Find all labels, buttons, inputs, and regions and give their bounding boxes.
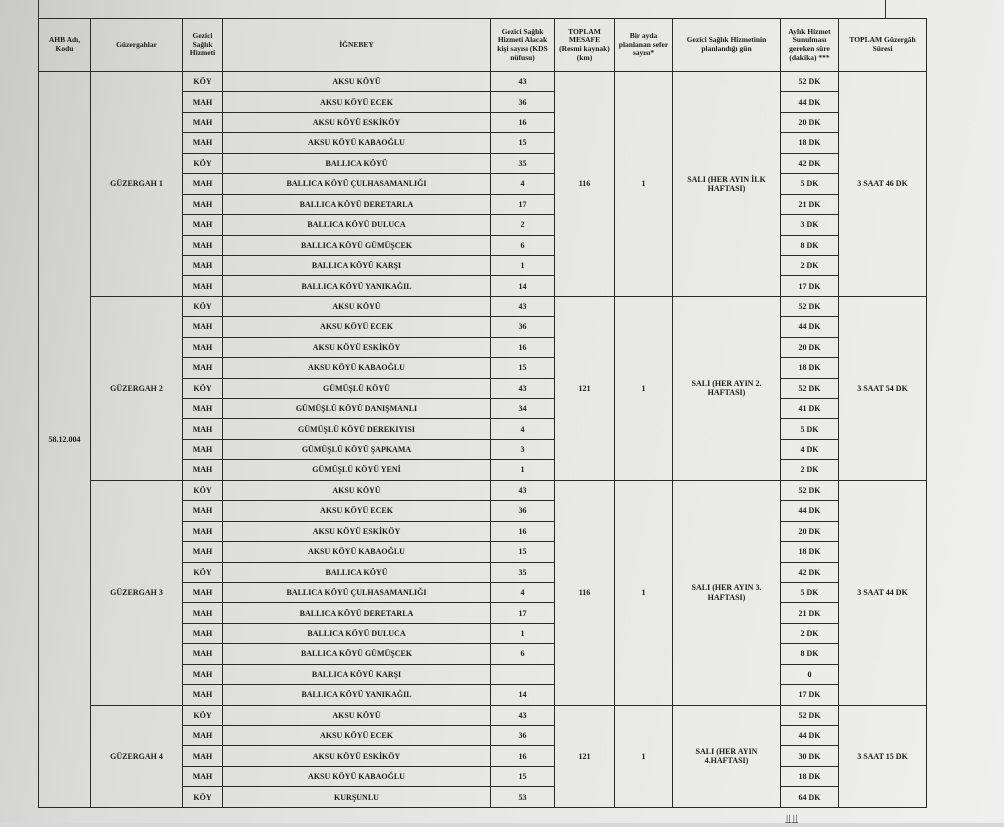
service-type-cell: MAH (183, 337, 223, 357)
service-type-cell: MAH (183, 133, 223, 153)
monthly-time-cell: 18 DK (781, 358, 839, 378)
monthly-time-cell: 44 DK (781, 92, 839, 112)
service-type-cell: MAH (183, 235, 223, 255)
population-cell: 15 (491, 766, 555, 786)
service-type-cell: MAH (183, 255, 223, 275)
header-row (39, 19, 927, 72)
monthly-time-cell: 21 DK (781, 194, 839, 214)
service-type-cell: MAH (183, 419, 223, 439)
header-trips: Bir ayda planlanan sefer sayısı* (615, 19, 673, 72)
population-cell: 3 (491, 439, 555, 459)
monthly-time-cell: 5 DK (781, 582, 839, 602)
population-cell: 35 (491, 153, 555, 173)
village-name-cell: KURŞUNLU (223, 787, 491, 808)
service-type-cell: MAH (183, 644, 223, 664)
population-cell: 15 (491, 542, 555, 562)
monthly-time-cell: 20 DK (781, 337, 839, 357)
service-type-cell: KÖY (183, 705, 223, 725)
previous-table-edge (0, 0, 1004, 10)
header-day: Gezici Sağlık Hizmetinin planlandığı gün (673, 19, 781, 72)
population-cell: 6 (491, 644, 555, 664)
monthly-time-cell: 30 DK (781, 746, 839, 766)
monthly-time-cell: 52 DK (781, 378, 839, 398)
monthly-time-cell: 18 DK (781, 133, 839, 153)
monthly-time-cell: 3 DK (781, 215, 839, 235)
service-type-cell: MAH (183, 582, 223, 602)
population-cell: 43 (491, 480, 555, 500)
village-name-cell: AKSU KÖYÜ KABAOĞLU (223, 766, 491, 786)
village-name-cell: AKSU KÖYÜ ESKİKÖY (223, 112, 491, 132)
monthly-time-cell: 4 DK (781, 439, 839, 459)
population-cell: 43 (491, 72, 555, 92)
route-total-time-cell: 3 SAAT 54 DK (839, 296, 927, 480)
monthly-time-cell: 5 DK (781, 419, 839, 439)
service-type-cell: MAH (183, 501, 223, 521)
monthly-time-cell: 44 DK (781, 501, 839, 521)
village-name-cell: BALLICA KÖYÜ GÜMÜŞCEK (223, 644, 491, 664)
population-cell: 14 (491, 276, 555, 296)
header-service: Gezici Sağlık Hizmeti (183, 19, 223, 72)
header-population: Gezici Sağlık Hizmeti Alacak kişi sayısı (KDS nüfusu) (491, 19, 555, 72)
monthly-time-cell: 8 DK (781, 644, 839, 664)
table-row (39, 72, 927, 92)
monthly-time-cell: 18 DK (781, 542, 839, 562)
village-name-cell: BALLICA KÖYÜ ÇULHASAMANLIĞI (223, 582, 491, 602)
village-name-cell: BALLICA KÖYÜ GÜMÜŞCEK (223, 235, 491, 255)
village-name-cell: BALLICA KÖYÜ ÇULHASAMANLIĞI (223, 174, 491, 194)
monthly-time-cell: 17 DK (781, 685, 839, 705)
route-name-cell: GÜZERGAH 1 (91, 72, 183, 297)
village-name-cell: AKSU KÖYÜ KABAOĞLU (223, 133, 491, 153)
population-cell: 1 (491, 255, 555, 275)
population-cell: 34 (491, 399, 555, 419)
population-cell: 4 (491, 419, 555, 439)
population-cell: 6 (491, 235, 555, 255)
service-type-cell: MAH (183, 726, 223, 746)
distance-cell: 121 (555, 296, 615, 480)
monthly-time-cell: 52 DK (781, 72, 839, 92)
header-monthly-time: Aylık Hizmet Sunulması gereken süre (dakika) *** (781, 19, 839, 72)
service-type-cell: MAH (183, 664, 223, 684)
service-type-cell: KÖY (183, 153, 223, 173)
village-name-cell: GÜMÜŞLÜ KÖYÜ (223, 378, 491, 398)
header-total-time: TOPLAM Güzergâh Süresi (839, 19, 927, 72)
service-type-cell: MAH (183, 317, 223, 337)
population-cell: 15 (491, 133, 555, 153)
village-name-cell: BALLICA KÖYÜ (223, 153, 491, 173)
monthly-time-cell: 2 DK (781, 255, 839, 275)
monthly-time-cell: 2 DK (781, 460, 839, 480)
population-cell: 43 (491, 296, 555, 316)
population-cell: 43 (491, 705, 555, 725)
village-name-cell: BALLICA KÖYÜ DULUCA (223, 623, 491, 643)
service-type-cell: MAH (183, 92, 223, 112)
ahb-code-cell: 58.12.004 (39, 72, 91, 808)
population-cell: 16 (491, 112, 555, 132)
distance-cell: 116 (555, 72, 615, 297)
village-name-cell: GÜMÜŞLÜ KÖYÜ ŞAPKAMA (223, 439, 491, 459)
service-type-cell: MAH (183, 623, 223, 643)
population-cell: 36 (491, 317, 555, 337)
village-name-cell: BALLICA KÖYÜ (223, 562, 491, 582)
service-type-cell: MAH (183, 112, 223, 132)
population-cell: 16 (491, 746, 555, 766)
village-name-cell: AKSU KÖYÜ KABAOĞLU (223, 358, 491, 378)
service-type-cell: MAH (183, 439, 223, 459)
distance-cell: 116 (555, 480, 615, 705)
monthly-time-cell: 17 DK (781, 276, 839, 296)
population-cell: 16 (491, 521, 555, 541)
population-cell: 36 (491, 726, 555, 746)
table-row (39, 705, 927, 725)
route-total-time-cell: 3 SAAT 15 DK (839, 705, 927, 807)
pen-mark: ⫫⫫ (785, 812, 799, 826)
village-name-cell: GÜMÜŞLÜ KÖYÜ DEREKIYISI (223, 419, 491, 439)
service-type-cell: MAH (183, 521, 223, 541)
village-name-cell: AKSU KÖYÜ ESKİKÖY (223, 746, 491, 766)
village-name-cell: AKSU KÖYÜ ESKİKÖY (223, 521, 491, 541)
monthly-time-cell: 41 DK (781, 399, 839, 419)
population-cell: 4 (491, 582, 555, 602)
trips-cell: 1 (615, 72, 673, 297)
service-type-cell: MAH (183, 460, 223, 480)
monthly-time-cell: 52 DK (781, 296, 839, 316)
monthly-time-cell: 5 DK (781, 174, 839, 194)
monthly-time-cell: 44 DK (781, 726, 839, 746)
village-name-cell: AKSU KÖYÜ ESKİKÖY (223, 337, 491, 357)
village-name-cell: AKSU KÖYÜ (223, 705, 491, 725)
monthly-time-cell: 21 DK (781, 603, 839, 623)
village-name-cell: AKSU KÖYÜ (223, 72, 491, 92)
route-plan-table (38, 18, 927, 808)
village-name-cell: BALLICA KÖYÜ DERETARLA (223, 603, 491, 623)
population-cell: 35 (491, 562, 555, 582)
service-day-cell: SALI (HER AYIN 3. HAFTASI) (673, 480, 781, 705)
monthly-time-cell: 20 DK (781, 521, 839, 541)
village-name-cell: AKSU KÖYÜ (223, 480, 491, 500)
monthly-time-cell: 20 DK (781, 112, 839, 132)
service-type-cell: MAH (183, 358, 223, 378)
population-cell: 2 (491, 215, 555, 235)
population-cell: 15 (491, 358, 555, 378)
distance-cell: 121 (555, 705, 615, 807)
header-route: Güzergahlar (91, 19, 183, 72)
population-cell: 36 (491, 501, 555, 521)
monthly-time-cell: 52 DK (781, 705, 839, 725)
header-village: İĞNEBEY (223, 19, 491, 72)
service-type-cell: MAH (183, 766, 223, 786)
population-cell: 43 (491, 378, 555, 398)
village-name-cell: AKSU KÖYÜ (223, 296, 491, 316)
service-type-cell: MAH (183, 194, 223, 214)
trips-cell: 1 (615, 296, 673, 480)
service-type-cell: MAH (183, 685, 223, 705)
village-name-cell: AKSU KÖYÜ ECEK (223, 726, 491, 746)
service-type-cell: KÖY (183, 480, 223, 500)
header-ahb: AHB Adı, Kodu (39, 19, 91, 72)
service-type-cell: MAH (183, 174, 223, 194)
population-cell: 17 (491, 603, 555, 623)
village-name-cell: AKSU KÖYÜ ECEK (223, 92, 491, 112)
village-name-cell: AKSU KÖYÜ ECEK (223, 501, 491, 521)
monthly-time-cell: 18 DK (781, 766, 839, 786)
village-name-cell: GÜMÜŞLÜ KÖYÜ DANIŞMANLI (223, 399, 491, 419)
header-distance: TOPLAM MESAFE (Resmi kaynak) (km) (555, 19, 615, 72)
population-cell: 16 (491, 337, 555, 357)
monthly-time-cell: 44 DK (781, 317, 839, 337)
trips-cell: 1 (615, 705, 673, 807)
route-name-cell: GÜZERGAH 2 (91, 296, 183, 480)
service-type-cell: KÖY (183, 562, 223, 582)
route-name-cell: GÜZERGAH 4 (91, 705, 183, 807)
service-type-cell: MAH (183, 399, 223, 419)
monthly-time-cell: 64 DK (781, 787, 839, 808)
village-name-cell: BALLICA KÖYÜ KARŞI (223, 664, 491, 684)
population-cell: 1 (491, 623, 555, 643)
village-name-cell: GÜMÜŞLÜ KÖYÜ YENİ (223, 460, 491, 480)
village-name-cell: BALLICA KÖYÜ YANIKAĞIL (223, 685, 491, 705)
population-cell: 1 (491, 460, 555, 480)
monthly-time-cell: 8 DK (781, 235, 839, 255)
population-cell: 4 (491, 174, 555, 194)
village-name-cell: BALLICA KÖYÜ YANIKAĞIL (223, 276, 491, 296)
table-row (39, 296, 927, 316)
service-type-cell: MAH (183, 603, 223, 623)
service-type-cell: MAH (183, 276, 223, 296)
service-type-cell: MAH (183, 542, 223, 562)
population-cell (491, 664, 555, 684)
village-name-cell: BALLICA KÖYÜ DERETARLA (223, 194, 491, 214)
service-type-cell: KÖY (183, 787, 223, 808)
route-total-time-cell: 3 SAAT 44 DK (839, 480, 927, 705)
population-cell: 17 (491, 194, 555, 214)
service-day-cell: SALI (HER AYIN İLK HAFTASI) (673, 72, 781, 297)
service-type-cell: MAH (183, 215, 223, 235)
village-name-cell: AKSU KÖYÜ ECEK (223, 317, 491, 337)
village-name-cell: BALLICA KÖYÜ KARŞI (223, 255, 491, 275)
route-total-time-cell: 3 SAAT 46 DK (839, 72, 927, 297)
table-row (39, 480, 927, 500)
monthly-time-cell: 42 DK (781, 562, 839, 582)
service-type-cell: KÖY (183, 378, 223, 398)
trips-cell: 1 (615, 480, 673, 705)
service-day-cell: SALI (HER AYIN 4.HAFTASI) (673, 705, 781, 807)
monthly-time-cell: 52 DK (781, 480, 839, 500)
population-cell: 14 (491, 685, 555, 705)
monthly-time-cell: 2 DK (781, 623, 839, 643)
route-name-cell: GÜZERGAH 3 (91, 480, 183, 705)
service-day-cell: SALI (HER AYIN 2. HAFTASI) (673, 296, 781, 480)
service-type-cell: KÖY (183, 296, 223, 316)
village-name-cell: BALLICA KÖYÜ DULUCA (223, 215, 491, 235)
service-type-cell: KÖY (183, 72, 223, 92)
population-cell: 53 (491, 787, 555, 808)
village-name-cell: AKSU KÖYÜ KABAOĞLU (223, 542, 491, 562)
population-cell: 36 (491, 92, 555, 112)
monthly-time-cell: 42 DK (781, 153, 839, 173)
service-type-cell: MAH (183, 746, 223, 766)
monthly-time-cell: 0 (781, 664, 839, 684)
